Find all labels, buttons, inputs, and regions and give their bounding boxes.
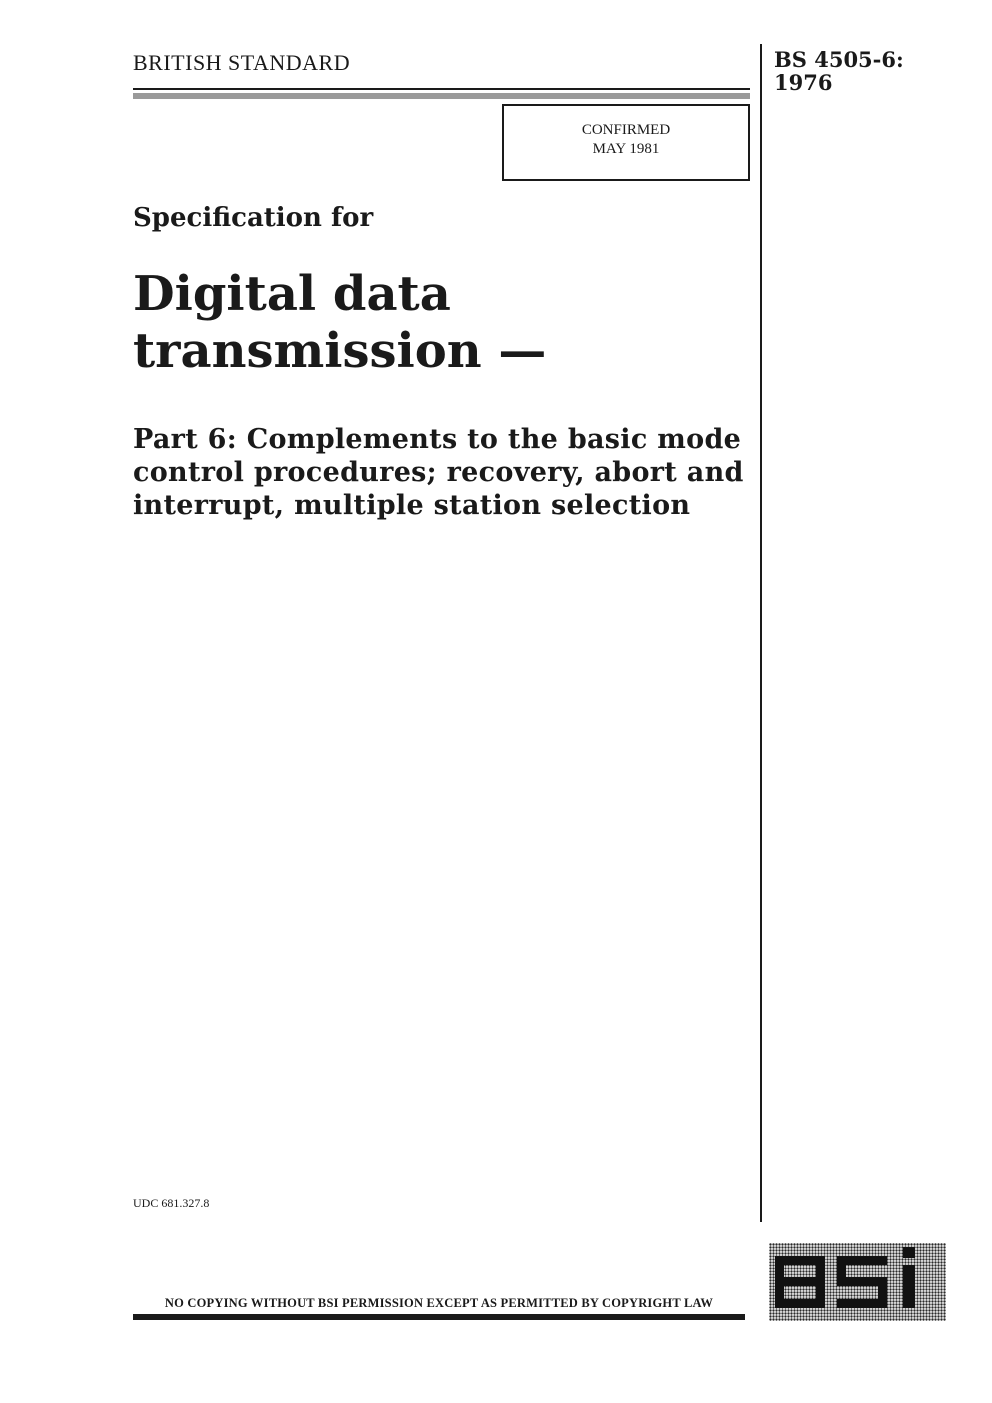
spec-for-heading: Specification for	[133, 203, 374, 233]
main-title-line1: Digital data	[133, 266, 451, 322]
main-title-line2: transmission —	[133, 323, 547, 379]
document-type-label: BRITISH STANDARD	[133, 50, 351, 75]
standard-number-line2: 1976	[774, 70, 833, 95]
part-title: Part 6: Complements to the basic mode control procedures; recovery, abort and interrupt, multiple station selection	[133, 424, 744, 521]
confirmed-date: MAY 1981	[592, 141, 660, 157]
confirmed-label: CONFIRMED	[581, 122, 671, 138]
header-rule	[133, 88, 750, 90]
standard-number-line1: BS 4505-6:	[774, 47, 904, 72]
copyright-notice: NO COPYING WITHOUT BSI PERMISSION EXCEPT AS PERMITTED BY COPYRIGHT LAW	[164, 1296, 714, 1310]
confirmed-stamp	[502, 104, 750, 181]
vertical-divider	[760, 44, 762, 1222]
standard-number	[774, 48, 904, 94]
header-grey-rule	[133, 93, 750, 99]
footer-rule	[133, 1314, 745, 1320]
main-title	[133, 266, 743, 380]
udc-code: UDC 681.327.8	[133, 1196, 210, 1210]
bsi-logo-icon	[769, 1243, 946, 1321]
